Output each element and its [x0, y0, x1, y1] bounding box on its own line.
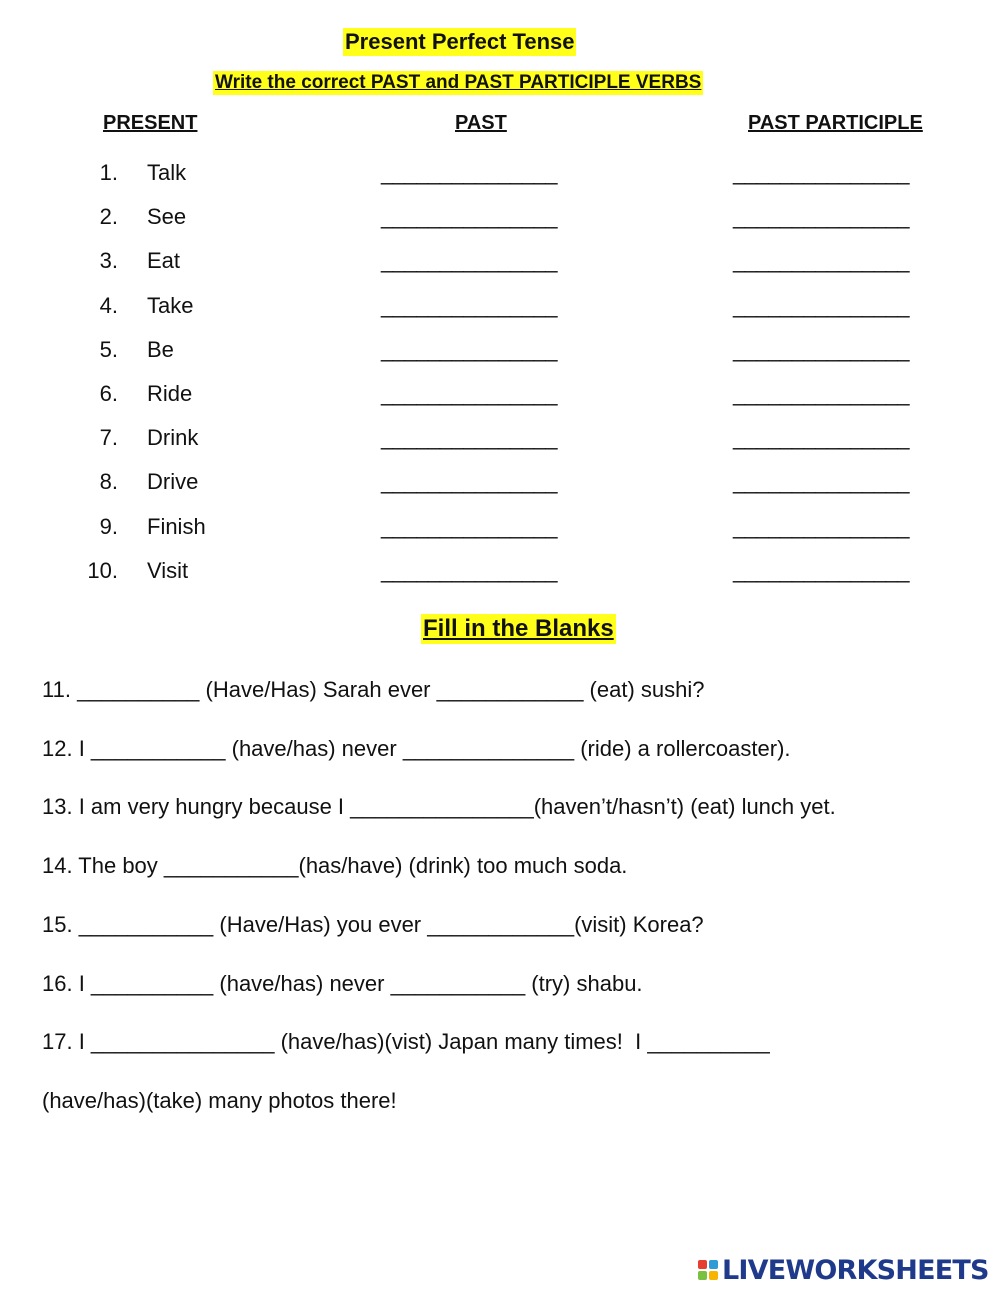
verb-number: 3.	[99, 248, 118, 274]
past-answer-blank[interactable]: _______________	[381, 425, 558, 451]
present-verb: Visit	[147, 557, 189, 583]
past-participle-answer-blank[interactable]: _______________	[733, 469, 910, 495]
verb-number: 10.	[87, 557, 118, 583]
column-header-present: PRESENT	[103, 112, 198, 134]
verb-number: 6.	[99, 381, 118, 406]
past-answer-blank[interactable]: _______________	[381, 513, 558, 539]
liveworksheets-logo-icon	[698, 1260, 718, 1280]
fill-in-blank-sentence[interactable]: 16. I __________ (have/has) never ___________ (try) shabu.	[42, 970, 643, 996]
past-answer-blank[interactable]: _______________	[381, 160, 558, 185]
verb-row	[0, 514, 1000, 544]
present-verb: Take	[147, 292, 194, 318]
present-verb: Be	[147, 336, 174, 362]
past-participle-answer-blank[interactable]: _______________	[733, 381, 910, 406]
fill-in-blank-sentence[interactable]: 11. __________ (Have/Has) Sarah ever ____________ (eat) sushi?	[42, 677, 705, 702]
present-verb: Talk	[147, 160, 187, 185]
past-participle-answer-blank[interactable]: _______________	[733, 557, 910, 583]
past-participle-answer-blank[interactable]: _______________	[733, 292, 910, 318]
past-answer-blank[interactable]: _______________	[381, 204, 558, 230]
logo-text: LIVEWORKSHEETS	[722, 1254, 989, 1286]
verb-number: 1.	[99, 160, 118, 185]
verb-number: 8.	[99, 469, 118, 495]
past-answer-blank[interactable]: _______________	[381, 248, 558, 274]
verb-row	[0, 248, 1000, 278]
present-verb: Drink	[147, 425, 199, 451]
present-verb: Eat	[147, 248, 181, 274]
verb-number: 5.	[99, 336, 118, 362]
present-verb: Drive	[147, 469, 199, 495]
past-participle-answer-blank[interactable]: _______________	[733, 204, 910, 230]
column-header-past-participle: PAST PARTICIPLE	[748, 112, 923, 134]
verb-row	[0, 425, 1000, 455]
fill-in-blanks-heading: Fill in the Blanks	[423, 615, 614, 642]
fill-in-blank-sentence[interactable]: 15. ___________ (Have/Has) you ever ____________(visit) Korea?	[42, 911, 704, 937]
fill-in-blank-sentence[interactable]: (have/has)(take) many photos there!	[42, 1087, 397, 1113]
past-answer-blank[interactable]: _______________	[381, 292, 558, 318]
verb-row	[0, 293, 1000, 323]
past-answer-blank[interactable]: _______________	[381, 557, 558, 583]
verb-row	[0, 337, 1000, 367]
verb-row	[0, 558, 1000, 588]
page-title: Present Perfect Tense	[345, 29, 575, 54]
verb-number: 7.	[99, 425, 118, 451]
verb-number: 2.	[99, 204, 118, 230]
fill-in-blank-sentence[interactable]: 14. The boy ___________(has/have) (drink) too much soda.	[42, 853, 628, 879]
past-answer-blank[interactable]: _______________	[381, 381, 558, 406]
column-header-past: PAST	[455, 112, 507, 134]
fill-in-blank-sentence[interactable]: 12. I ___________ (have/has) never ______________ (ride) a rollercoaster).	[42, 735, 791, 761]
past-participle-answer-blank[interactable]: _______________	[733, 425, 910, 451]
verb-row	[0, 469, 1000, 499]
verb-row	[0, 160, 1000, 190]
verb-row	[0, 204, 1000, 234]
past-participle-answer-blank[interactable]: _______________	[733, 336, 910, 362]
past-participle-answer-blank[interactable]: _______________	[733, 160, 910, 185]
verb-row	[0, 381, 1000, 411]
present-verb: Finish	[147, 513, 206, 539]
liveworksheets-logo	[698, 1254, 989, 1286]
past-answer-blank[interactable]: _______________	[381, 336, 558, 362]
fill-in-blank-sentence[interactable]: 13. I am very hungry because I _______________(haven’t/hasn’t) (eat) lunch yet.	[42, 794, 836, 820]
verb-number: 9.	[99, 513, 118, 539]
present-verb: Ride	[147, 381, 193, 406]
past-answer-blank[interactable]: _______________	[381, 469, 558, 495]
present-verb: See	[147, 204, 187, 230]
verb-number: 4.	[99, 292, 118, 318]
past-participle-answer-blank[interactable]: _______________	[733, 248, 910, 274]
past-participle-answer-blank[interactable]: _______________	[733, 513, 910, 539]
instructions-heading: Write the correct PAST and PAST PARTICIPLE VERBS	[215, 72, 702, 93]
fill-in-blank-sentence[interactable]: 17. I _______________ (have/has)(vist) Japan many times! I __________	[42, 1029, 770, 1055]
